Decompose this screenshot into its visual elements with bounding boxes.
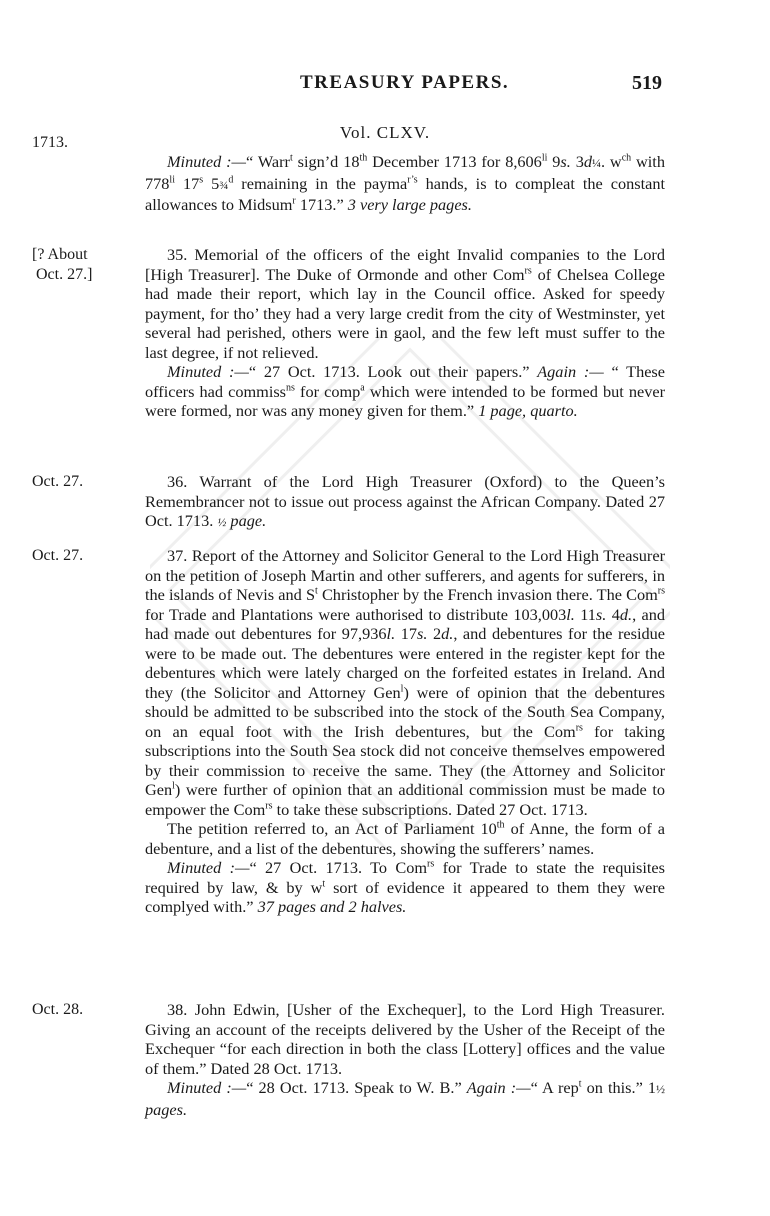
entry-37-minute: Minuted :—“ 27 Oct. 1713. To Com$^{rs}$ for Trade to state the requisites required by law, & by $w^t$ sort of evidence it appeared to them they were complyed with.” 37 pages and 2 halves. bbox=[145, 858, 665, 916]
page-number: 519 bbox=[632, 72, 662, 94]
entry-38-paragraph: 38. John Edwin, [Usher of the Exchequer], to the Lord High Treasurer. Giving an account of the receipts delivered by the Usher of the Receipt of the Exchequer “for each direction in both the class [Lottery] offices and the value of them.” Dated 28 Oct. 1713. bbox=[145, 1000, 665, 1078]
entry-35-minute: Minuted :—“ 27 Oct. 1713. Look out their papers.” Again :— “ These officers had commiss$^{ns}$ for comp$^a$ which were intended to be formed but never were formed, nor was any money given for them.” 1 page, quarto. bbox=[145, 362, 665, 420]
entry-35-paragraph: 35. Memorial of the officers of the eight Invalid companies to the Lord [High Treasurer]. The Duke of Ormonde and other Com$^{rs}$ of Chelsea College had made their report, which lay in the Council office. Asked for speedy payment, for tho’ they had a very large credit from the city of Westminster, yet several had perished, others were in gaol, and the few left must suffer to the last degree, if not relieved. bbox=[145, 245, 665, 362]
running-title: TREASURY PAPERS. bbox=[300, 72, 510, 93]
entry-37 bbox=[145, 546, 665, 917]
minute-text: Minuted :—“ Warr$^t$ sign’d 18th December 1713 for $8,606^{li}$ 9s. 3d¼. $w^{ch}$ with $778^{li}$ 17$^s$ 5¾$^d$ remaining in the payma$^{r’s}$ hands, is to compleat the constant allowances to Midsum$^r$ 1713.” 3 very large pages. bbox=[145, 152, 665, 214]
page-header bbox=[0, 72, 770, 102]
entry-36-paragraph: 36. Warrant of the Lord High Treasurer (Oxford) to the Queen’s Remembrancer not to issue out process against the African Company. Dated 27 Oct. 1713. ½ page. bbox=[145, 472, 665, 530]
entry-37-paragraph: 37. Report of the Attorney and Solicitor General to the Lord High Treasurer on the petition of Joseph Martin and other sufferers, and agents for sufferers, in the islands of Nevis and $S^t$ Christopher by the French invasion there. The Com$^{rs}$ for Trade and Plantations were authorised to distribute 103,003l. 11s. 4d., and had made out debentures for 97,936l. 17s. 2d., and debentures for the residue were to be made out. The debentures were entered in the register kept for the debentures which were lately charged on the forfeited estates in Ireland. And they (the Solicitor and Attorney Gen$^l$) were of opinion that the debentures should be admitted to be subscribed into the stock of the South Sea Company, on an equal foot with the Irish debentures, but the Com$^{rs}$ for taking subscriptions into the South Sea stock did not conceive themselves empowered by their commission to receive the same. They (the Attorney and Solicitor Gen$^l$) were further of opinion that an additional commission must be made to empower the Com$^{rs}$ to take these subscriptions. Dated 27 Oct. 1713. bbox=[145, 546, 666, 819]
entry-continuation bbox=[145, 152, 665, 215]
entry-36 bbox=[145, 472, 665, 533]
margin-year: 1713. bbox=[32, 134, 68, 151]
margin-date-37: Oct. 27. bbox=[32, 547, 84, 564]
margin-date-38: Oct. 28. bbox=[32, 1001, 84, 1018]
entry-38 bbox=[145, 1000, 665, 1119]
margin-date-35: [? About Oct. 27.] bbox=[32, 246, 93, 283]
volume-title: Vol. CLXV. bbox=[339, 123, 431, 142]
entry-38-minute: Minuted :—“ 28 Oct. 1713. Speak to W. B.” Again :—“ A rep$^t$ on this.” 1½ pages. bbox=[145, 1078, 665, 1119]
entry-37-enclosure: The petition referred to, an Act of Parliament 10th of Anne, the form of a debenture, and a list of the debentures, showing the sufferers’ names. bbox=[145, 819, 665, 858]
entry-35 bbox=[145, 245, 665, 421]
margin-date-36: Oct. 27. bbox=[32, 473, 84, 490]
